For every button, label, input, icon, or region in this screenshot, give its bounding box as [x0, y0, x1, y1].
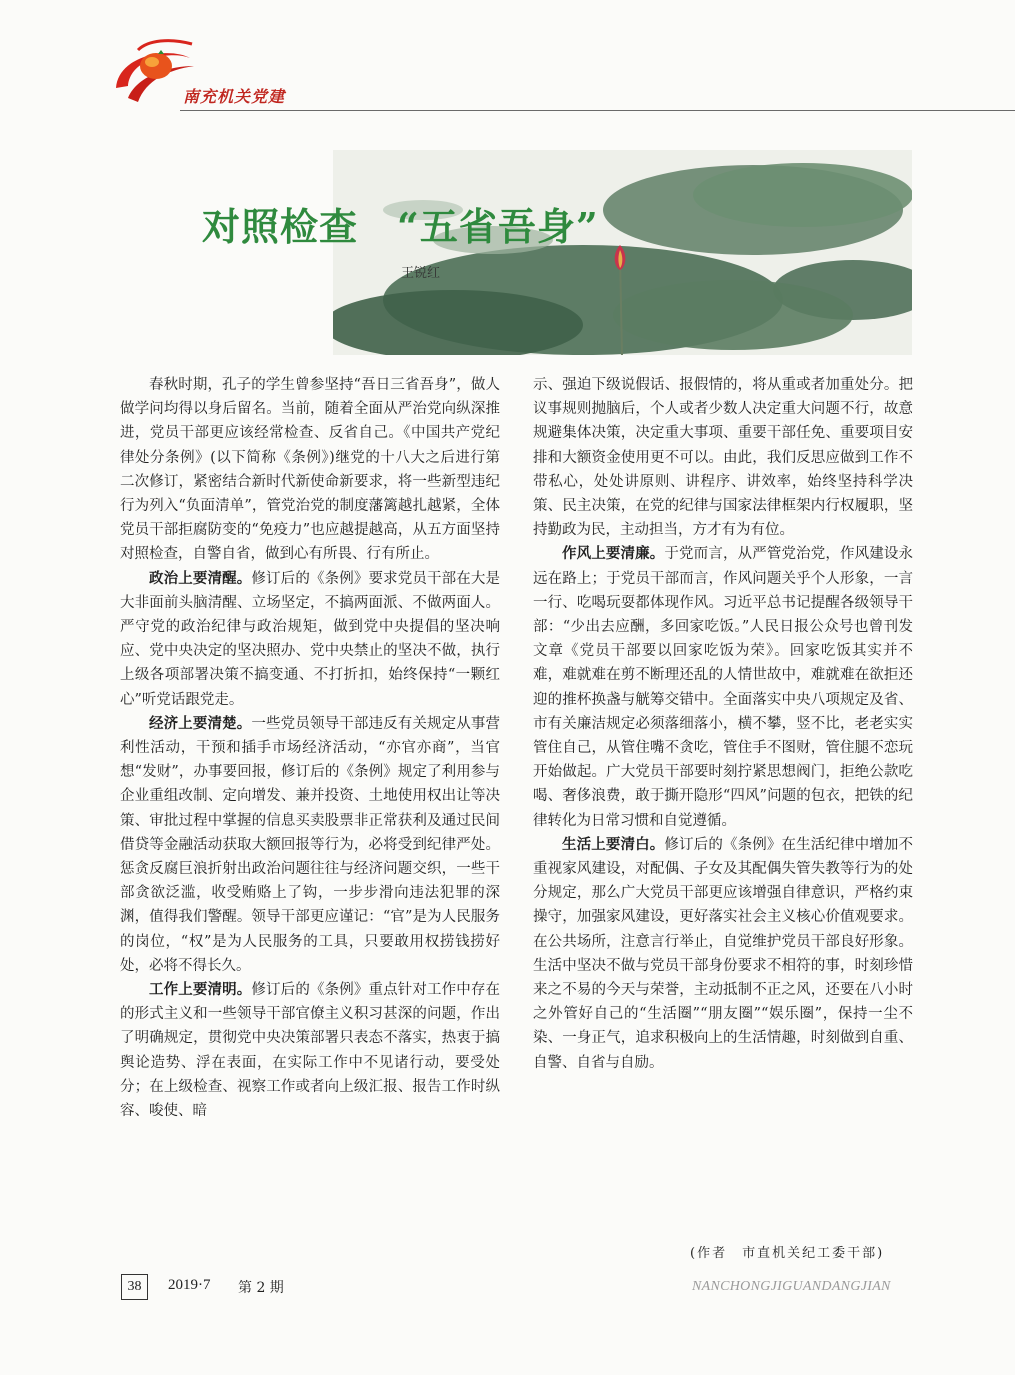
- header-rule: [180, 110, 1015, 111]
- paragraph: 工作上要清明。修订后的《条例》重点针对工作中存在的形式主义和一些领导干部官僚主义积习甚深的问题，作出了明确规定，贯彻党中央决策部署只表态不落实，热衷于搞舆论造势、浮在表面，在实际工作中不见诸行动，要受处分；在上级检查、视察工作或者向上级汇报、报告工作时纵容、唆使、暗: [120, 982, 501, 1120]
- paragraph: 生活上要清白。修订后的《条例》在生活纪律中增加不重视家风建设，对配偶、子女及其配偶失管失教等行为的处分规定，那么广大党员干部更应该增强自律意识，严格约束操守，加强家风建设，更好落实社会主义核心价值观要求。在公共场所，注意言行举止，自觉维护党员干部良好形象。生活中坚决不做与党员干部身份要求不相符的事，时刻珍惜来之不易的今天与荣誉，主动抵制不正之风，还要在八小时之外管好自己的“生活圈”“朋友圈”“娱乐圈”，保持一尘不染、一身正气，追求积极向上的生活情趣，时刻做到自重、自警、自省与自励。: [533, 836, 914, 1071]
- issue-number: 第 2 期: [238, 1280, 284, 1296]
- author-byline: (作者 市直机关纪工委干部): [690, 1246, 885, 1261]
- section-heading: 生活上要清白。: [562, 836, 665, 853]
- running-title: NANCHONGJIGUANDANGJIAN: [692, 1279, 891, 1294]
- section-heading: 政治上要清醒。: [149, 570, 252, 587]
- article-author: 王锐红: [401, 266, 441, 281]
- paragraph: 政治上要清醒。修订后的《条例》要求党员干部在大是大非面前头脑清醒、立场坚定，不搞两面派、不做两面人。严守党的政治纪律与政治规矩，做到党中央提倡的坚决响应、党中央决定的坚决照办、党中央禁止的坚决不做，执行上级各项部署决策不搞变通、不打折扣，始终保持“一颗红心”听党话跟党走。: [120, 570, 501, 708]
- issue-date: 2019·7: [168, 1277, 211, 1293]
- paragraph: 经济上要清楚。一些党员领导干部违反有关规定从事营利性活动，干预和插手市场经济活动，“亦官亦商”，当官想“发财”，办事要回报，修订后的《条例》规定了利用参与企业重组改制、定向增发、兼并投资、土地使用权出让等决策、审批过程中掌握的信息买卖股票非正常获利及通过民间借贷等金融活动获取大额回报等行为，必将受到纪律严处。惩贪反腐巨浪折射出政治问题往往与经济问题交织，一些干部贪欲泛滥，收受贿赂上了钩，一步步滑向违法犯罪的深渊，值得我们警醒。领导干部更应谨记：“官”是为人民服务的岗位，“权”是为人民服务的工具，只要敢用权捞钱捞好处，必将不得长久。: [120, 715, 501, 974]
- page-number: 38: [121, 1274, 148, 1300]
- section-heading: 工作上要清明。: [149, 982, 252, 999]
- paragraph: 作风上要清廉。于党而言，从严管党治党，作风建设永远在路上；于党员干部而言，作风问题关乎个人形象，一言一行、吃喝玩耍都体现作风。习近平总书记提醒各级领导干部：“少出去应酬，多回家吃饭。”人民日报公众号也曾刊发文章《党员干部要以回家吃饭为荣》。回家吃饭其实并不难，难就难在剪不断理还乱的人情世故中，难就难在欲拒还迎的推杯换盏与觥筹交错中。全面落实中央八项规定及省、市有关廉洁规定必须落细落小，横不攀，竖不比，老老实实管住自己，从管住嘴不贪吃，管住手不图财，管住腿不恋玩开始做起。广大党员干部要时刻拧紧思想阀门，拒绝公款吃喝、奢侈浪费，敢于撕开隐形“四风”问题的包衣，把铁的纪律转化为日常习惯和自觉遵循。: [533, 546, 914, 829]
- paragraph: 示、强迫下级说假话、报假情的，将从重或者加重处分。把议事规则抛脑后，个人或者少数人决定重大问题不行，故意规避集体决策，决定重大事项、重要干部任免、重要项目安排和大额资金使用更不可以。由此，我们反思应做到工作不带私心，处处讲原则、讲程序、讲效率，始终坚持科学决策、民主决策，在党的纪律与国家法律框架内行权履职，坚持勤政为民，主动担当，方才有为有位。: [533, 377, 913, 539]
- section-heading: 作风上要清廉。: [562, 546, 665, 563]
- article-title: 对照检查 “五省吾身”: [202, 204, 599, 249]
- magazine-name: 南充机关党建: [183, 87, 286, 106]
- right-column: [533, 373, 913, 1075]
- left-column: [120, 373, 500, 1123]
- section-heading: 经济上要清楚。: [149, 715, 252, 732]
- paragraph: 春秋时期，孔子的学生曾参坚持“吾日三省吾身”，做人做学问均得以身后留名。当前，随着全面从严治党向纵深推进，党员干部更应该经常检查、反省自己。《中国共产党纪律处分条例》(以下简称《条例》)继党的十八大之后进行第二次修订，紧密结合新时代新使命新要求，将一些新型违纪行为列入“负面清单”，管党治党的制度藩篱越扎越紧，全体党员干部拒腐防变的“免疫力”也应越提越高，从五方面坚持对照检查，自警自省，做到心有所畏、行有所止。: [120, 377, 500, 563]
- lotus-banner-image: [333, 150, 912, 355]
